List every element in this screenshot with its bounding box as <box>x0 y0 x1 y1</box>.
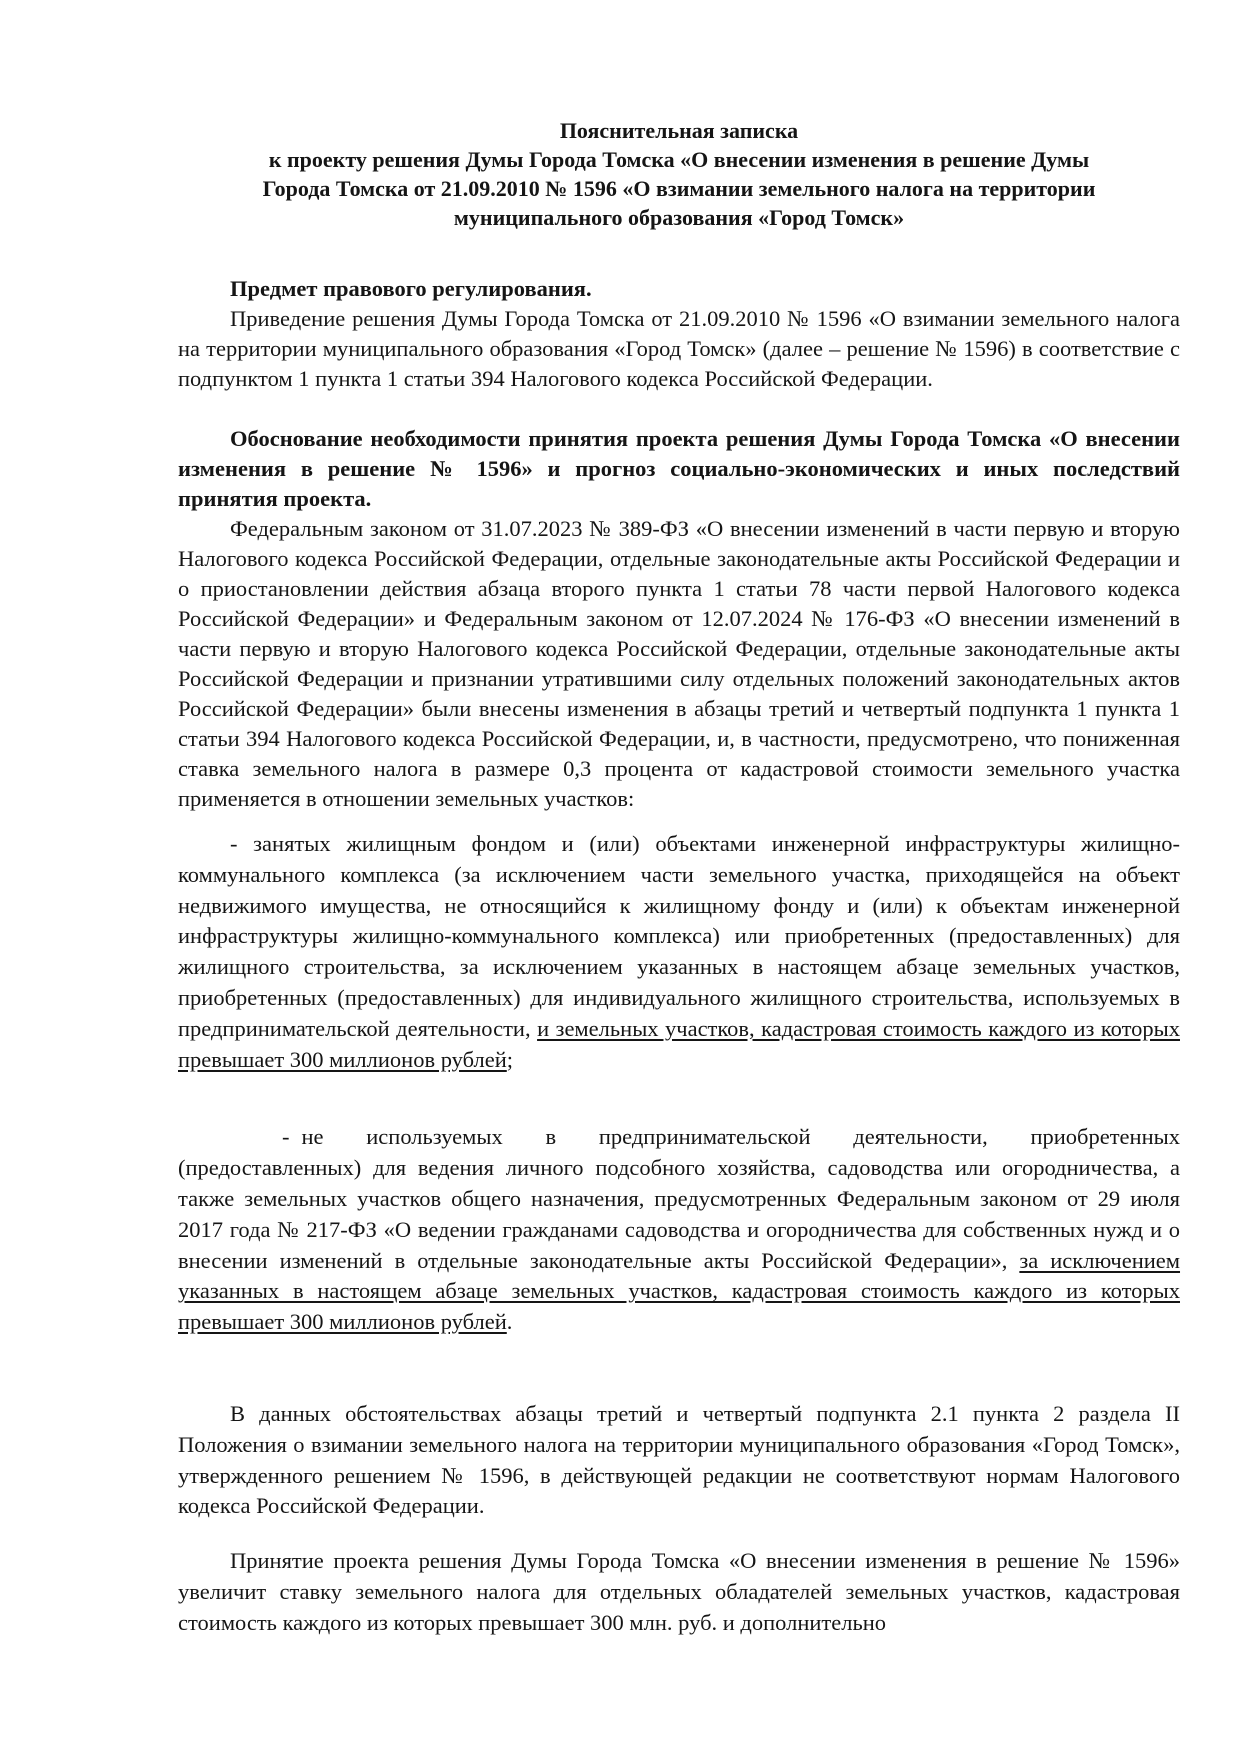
title-line-4: муниципального образования «Город Томск» <box>453 205 905 230</box>
title-line-3: Города Томска от 21.09.2010 № 1596 «О взимании земельного налога на территории <box>262 176 1096 201</box>
paragraph-federal-laws: Федеральным законом от 31.07.2023 № 389-ФЗ «О внесении изменений в части первую и вторую Налогового кодекса Российской Федерации, отдельные законодательные акты Российской Федерации и о приостановлении действия абзаца второго пункта 1 статьи 78 части первой Налогового кодекса Российской Федерации» и Федеральным законом от 12.07.2024 № 176-ФЗ «О внесении изменений в части первую и вторую Налогового кодекса Российской Федерации, отдельные законодательные акты Российской Федерации и признании утратившими силу отдельных положений законодательных актов Российской Федерации» были внесены изменения в абзацы третий и четвертый подпункта 1 пункта 1 статьи 394 Налогового кодекса Российской Федерации, и, в частности, предусмотрено, что пониженная ставка земельного налога в размере 0,3 процента от кадастровой стоимости земельного участка применяется в отношении земельных участков: <box>178 516 1180 811</box>
list-dash: - <box>282 1124 290 1150</box>
underlined-exception: за исключением указанных в настоящем абзаце земельных участков, кадастровая стоимость каждого из которых превышает 300 миллионов рублей <box>178 1247 1181 1335</box>
paragraph-adoption: Принятие проекта решения Думы Города Томска «О внесении изменения в решение № 1596» увеличит ставку земельного налога для отдельных обладателей земельных участков, кадастровая стоимость каждого из которых превышает 300 млн. руб. и дополнительно <box>178 1548 1180 1635</box>
section-text-subject: Приведение решения Думы Города Томска от 21.09.2010 № 1596 «О взимании земельного налога на территории муниципального образования «Город Томск» (далее – решение № 1596) в соответствие с подпунктом 1 пункта 1 статьи 394 Налогового кодекса Российской Федерации. <box>178 306 1180 391</box>
list-item-text: не используемых в предпринимательской деятельности, приобретенных (предоставленных) для ведения личного подсобного хозяйства, садоводства или огородничества, а также земельных участков общего назначения, предусмотренных Федеральным законом от 29 июля 2017 года № 217-ФЗ «О ведении гражданами садоводства и огородничества для собственных нужд и о внесении изменений в отдельные законодательные акты Российской Федерации», <box>178 1124 1180 1273</box>
section-heading-subject: Предмет правового регулирования. <box>230 276 592 301</box>
list-item-text: - занятых жилищным фондом и (или) объектами инженерной инфраструктуры жилищно-коммунального комплекса (за исключением части земельного участка, приходящейся на объект недвижимого имущества, не относящийся к жилищному фонду и (или) к объектам инженерной инфраструктуры жилищно-коммунального комплекса) или приобретенных (предоставленных) для жилищного строительства, за исключением указанных в настоящем абзаце земельных участков, приобретенных (предоставленных) для индивидуального жилищного строительства, используемых в предпринимательской деятельности, <box>178 831 1180 1041</box>
list-item-end: . <box>506 1309 513 1335</box>
document-body <box>178 116 1180 1639</box>
paragraph-circumstances: В данных обстоятельствах абзацы третий и четвертый подпункта 2.1 пункта 2 раздела II Положения о взимании земельного налога на территории муниципального образования «Город Томск», утвержденного решением № 1596, в действующей редакции не соответствуют нормам Налогового кодекса Российской Федерации. <box>178 1400 1180 1519</box>
title-line-1: Пояснительная записка <box>559 118 799 143</box>
list-item-housing-land <box>178 829 1180 1075</box>
title-line-2: к проекту решения Думы Города Томска «О внесении изменения в решение Думы <box>268 147 1090 172</box>
list-item-garden-land <box>178 1122 1180 1338</box>
document-title <box>178 116 1180 232</box>
list-item-end: ; <box>506 1046 514 1072</box>
underlined-exception: и земельных участков, кадастровая стоимость каждого из которых превышает 300 миллионов рублей <box>178 1015 1180 1072</box>
section-heading-justification: Обоснование необходимости принятия проекта решения Думы Города Томска «О внесении изменения в решение № 1596» и прогноз социально-экономических и иных последствий принятия проекта. <box>178 426 1180 511</box>
